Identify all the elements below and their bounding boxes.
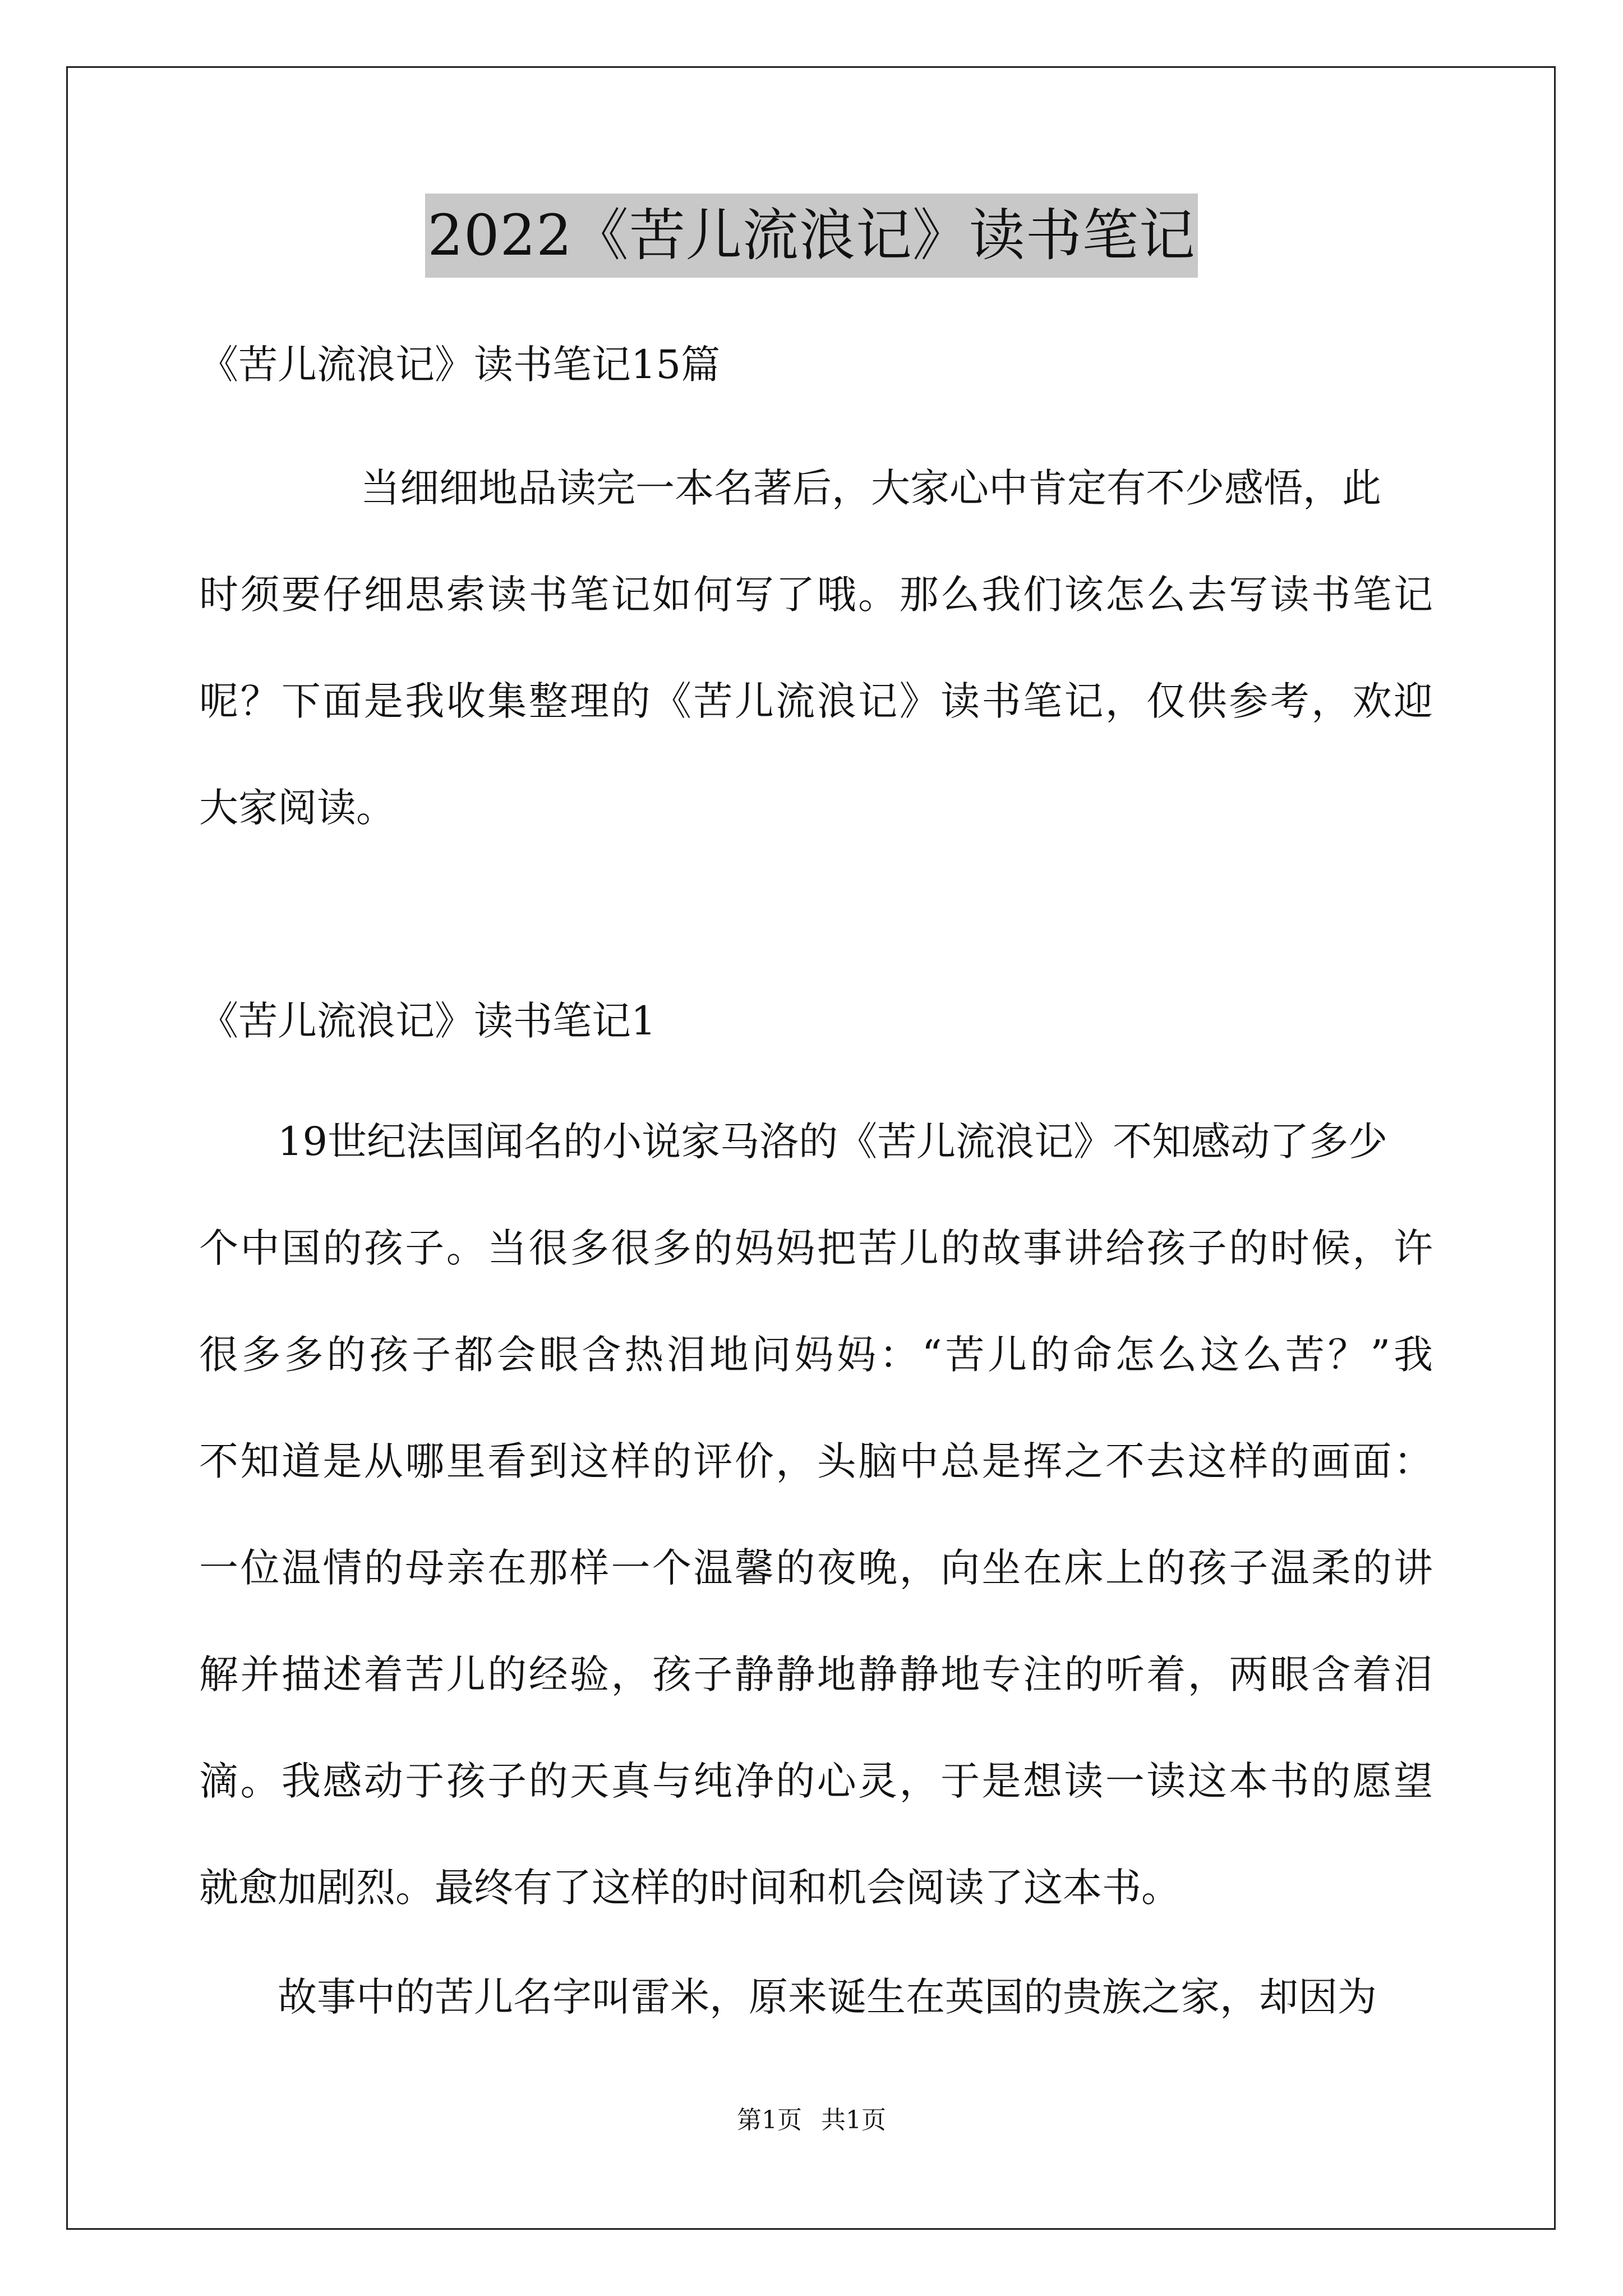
document-subtitle: 《苦儿流浪记》读书笔记15篇 xyxy=(199,342,721,388)
paragraph-line: 滴。我感动于孩子的天真与纯净的心灵，于是想读一读这本书的愿望 xyxy=(199,1758,1433,1804)
page-number: 第1页 xyxy=(737,2106,802,2134)
paragraph-line: 个中国的孩子。当很多很多的妈妈把苦儿的故事讲给孩子的时候，许 xyxy=(199,1225,1433,1271)
paragraph-line: 一位温情的母亲在那样一个温馨的夜晚，向坐在床上的孩子温柔的讲 xyxy=(199,1545,1433,1591)
page-footer xyxy=(0,2104,1623,2137)
document-title: 2022《苦儿流浪记》读书笔记 xyxy=(425,194,1198,278)
intro-line: 当细细地品读完一本名著后，大家心中肯定有不少感悟，此 xyxy=(361,465,1381,511)
paragraph-line: 19世纪法国闻名的小说家马洛的《苦儿流浪记》不知感动了多少 xyxy=(278,1119,1388,1165)
paragraph-line: 故事中的苦儿名字叫雷米，原来诞生在英国的贵族之家，却因为 xyxy=(278,1974,1377,2020)
intro-line: 呢？下面是我收集整理的《苦儿流浪记》读书笔记，仅供参考，欢迎 xyxy=(199,678,1433,724)
paragraph-line: 不知道是从哪里看到这样的评价，头脑中总是挥之不去这样的画面： xyxy=(199,1438,1433,1484)
paragraph-line: 解并描述着苦儿的经验，孩子静静地静静地专注的听着，两眼含着泪 xyxy=(199,1651,1433,1697)
intro-line: 大家阅读。 xyxy=(199,785,395,831)
title-container xyxy=(0,194,1623,278)
paragraph-line: 很多多的孩子都会眼含热泪地问妈妈：“苦儿的命怎么这么苦？”我 xyxy=(199,1332,1433,1378)
section-heading: 《苦儿流浪记》读书笔记1 xyxy=(199,998,656,1044)
page-total: 共1页 xyxy=(821,2106,886,2134)
intro-line: 时须要仔细思索读书笔记如何写了哦。那么我们该怎么去写读书笔记 xyxy=(199,572,1433,618)
paragraph-line: 就愈加剧烈。最终有了这样的时间和机会阅读了这本书。 xyxy=(199,1865,1181,1911)
